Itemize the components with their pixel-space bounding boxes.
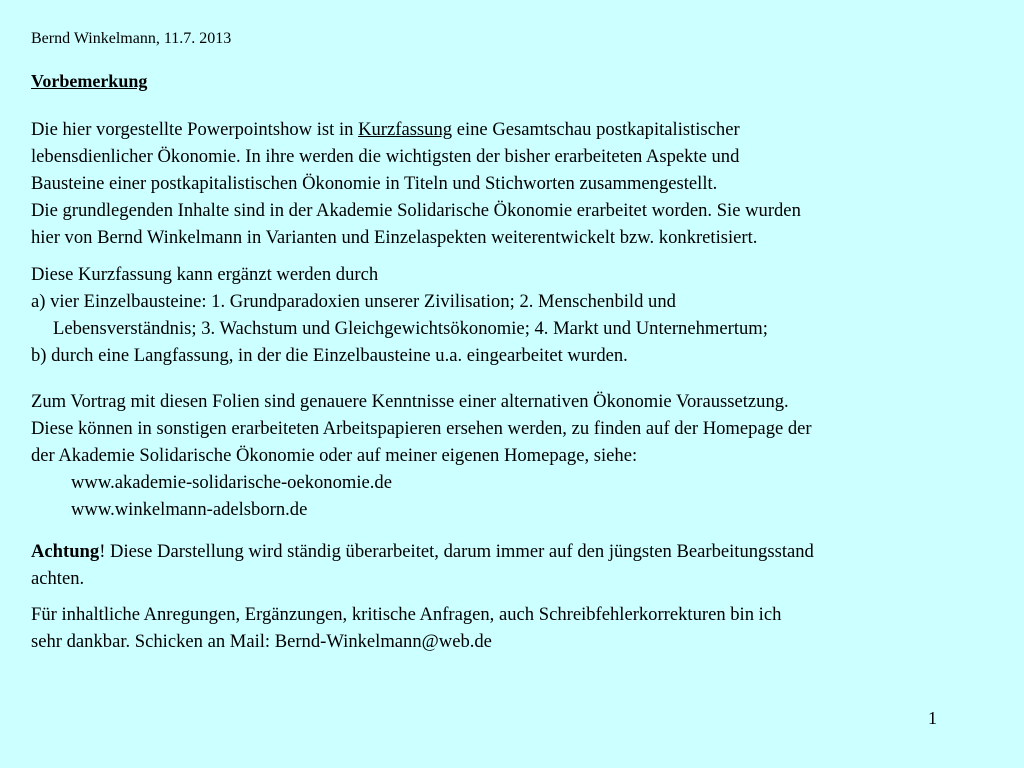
intro-line-4: Die grundlegenden Inhalte sind in der Akademie Solidarische Ökonomie erarbeitet worden. Sie wurden <box>31 200 801 221</box>
url-akademie-link[interactable]: www.akademie-solidarische-oekonomie.de <box>71 472 392 493</box>
intro-line-3: Bausteine einer postkapitalistischen Ökonomie in Titeln und Stichworten zusammengestellt. <box>31 173 718 194</box>
warning-paragraph <box>31 538 1006 592</box>
feedback-paragraph <box>31 601 1006 655</box>
intro-line-1-end: eine Gesamtschau postkapitalistischer <box>452 119 740 140</box>
intro-line-5: hier von Bernd Winkelmann in Varianten und Einzelaspekten weiterentwickelt bzw. konkretisiert. <box>31 227 758 248</box>
intro-paragraph <box>31 116 1006 251</box>
slide-title: Vorbemerkung <box>31 71 148 91</box>
author-date-header: Bernd Winkelmann, 11.7. 2013 <box>31 30 232 47</box>
feedback-line-2: sehr dankbar. Schicken an Mail: Bernd-Winkelmann@web.de <box>31 631 492 652</box>
intro-line-1 <box>31 116 1006 143</box>
lecture-line-3: der Akademie Solidarische Ökonomie oder auf meiner eigenen Homepage, siehe: <box>31 445 638 466</box>
lecture-line-1: Zum Vortrag mit diesen Folien sind genauere Kenntnisse einer alternativen Ökonomie Voraussetzung. <box>31 391 789 412</box>
kurzfassung-underlined: Kurzfassung <box>358 119 453 140</box>
achtung-bold: Achtung <box>31 541 100 562</box>
supplement-line-4: b) durch eine Langfassung, in der die Einzelbausteine u.a. eingearbeitet wurden. <box>31 345 628 366</box>
warning-line-1-rest: ! Diese Darstellung wird ständig überarbeitet, darum immer auf den jüngsten Bearbeitungsstand <box>99 541 814 562</box>
supplement-paragraph <box>31 261 1006 369</box>
warning-line-1 <box>31 538 1006 565</box>
intro-line-2: lebensdienlicher Ökonomie. In ihre werden die wichtigsten der bisher erarbeiteten Aspekte und <box>31 146 740 167</box>
intro-line-1-start: Die hier vorgestellte Powerpointshow ist in <box>31 119 359 140</box>
supplement-line-3: Lebensverständnis; 3. Wachstum und Gleichgewichtsökonomie; 4. Markt und Unternehmertum; <box>53 318 768 339</box>
supplement-line-2: a) vier Einzelbausteine: 1. Grundparadoxien unserer Zivilisation; 2. Menschenbild und <box>31 291 676 312</box>
feedback-line-1: Für inhaltliche Anregungen, Ergänzungen, kritische Anfragen, auch Schreibfehlerkorrekturen bin ich <box>31 604 782 625</box>
warning-line-2: achten. <box>31 568 85 589</box>
lecture-line-2: Diese können in sonstigen erarbeiteten Arbeitspapieren ersehen werden, zu finden auf der Homepage der <box>31 418 812 439</box>
url-winkelmann-link[interactable]: www.winkelmann-adelsborn.de <box>71 499 308 520</box>
lecture-paragraph <box>31 388 1006 523</box>
supplement-line-1: Diese Kurzfassung kann ergänzt werden durch <box>31 264 379 285</box>
page-number: 1 <box>928 708 937 728</box>
